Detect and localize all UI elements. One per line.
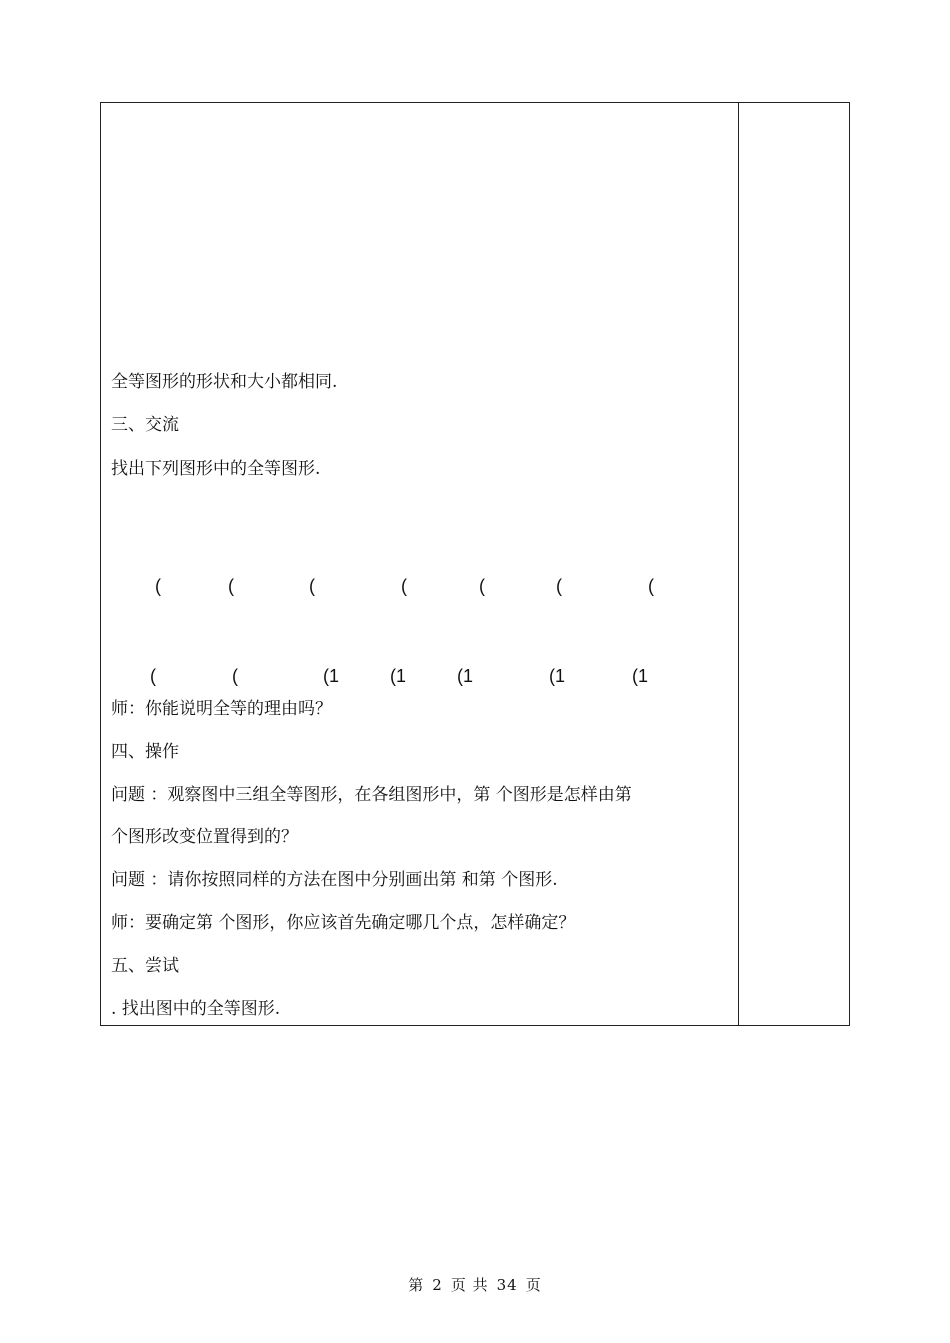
figure-label: ( [648, 576, 654, 596]
figure-label: ( [232, 666, 238, 686]
figure-label: ( [155, 576, 161, 596]
text-line-exercise-1: . 找出图中的全等图形. [111, 999, 281, 1019]
figure-label: ( [228, 576, 234, 596]
figure-label: ( [401, 576, 407, 596]
text-line-teacher-points: 师：要确定第 个图形，你应该首先确定哪几个点，怎样确定？ [111, 913, 576, 933]
text-line-congruent-definition: 全等图形的形状和大小都相同. [111, 372, 338, 392]
page-footer [0, 1275, 950, 1295]
text-line-question-1-continued: 个图形改变位置得到的？ [111, 827, 298, 847]
section-heading-operation: 四、操作 [111, 742, 179, 762]
footer-suffix: 页 [525, 1276, 542, 1294]
text-line-teacher-question: 师：你能说明全等的理由吗？ [111, 699, 332, 719]
figure-label: ( [309, 576, 315, 596]
section-heading-exchange: 三、交流 [111, 415, 179, 435]
text-line-question-1: 问题 ：观察图中三组全等图形，在各组图形中，第 个图形是怎样由第 [111, 785, 632, 805]
section-heading-attempt: 五、尝试 [111, 956, 179, 976]
footer-prefix: 第 [408, 1276, 425, 1294]
page-number: 2 [432, 1276, 443, 1294]
figure-label: (1 [549, 666, 566, 686]
text-line-question-2: 问题 ：请你按照同样的方法在图中分别画出第 和第 个图形. [111, 870, 558, 890]
figure-label: (1 [632, 666, 649, 686]
figure-label: ( [479, 576, 485, 596]
figure-label: ( [556, 576, 562, 596]
figure-label: (1 [457, 666, 474, 686]
text-line-find-congruent: 找出下列图形中的全等图形. [111, 459, 321, 479]
figure-label: ( [150, 666, 156, 686]
footer-middle: 页 共 [450, 1276, 489, 1294]
figure-label: (1 [390, 666, 407, 686]
figure-label: (1 [323, 666, 340, 686]
total-pages: 34 [496, 1276, 518, 1294]
table-column-divider [738, 102, 739, 1026]
